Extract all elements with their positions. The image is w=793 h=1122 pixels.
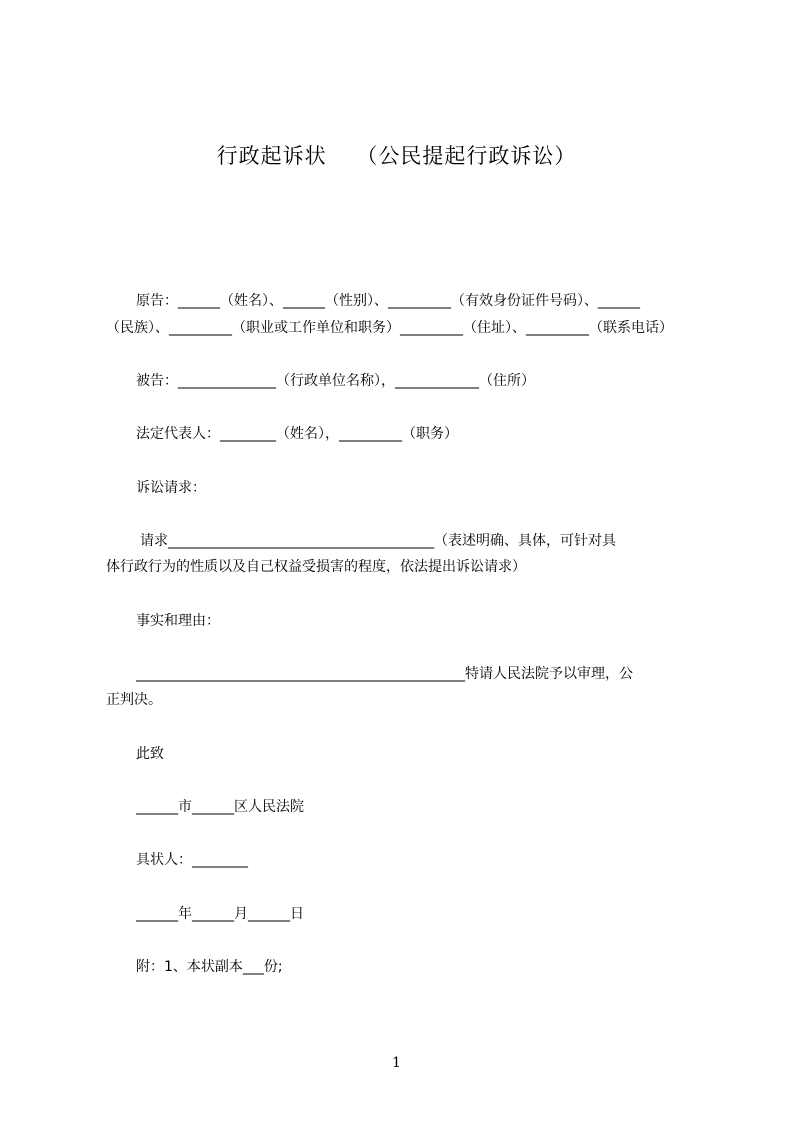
claims-line-1: 请求______________________________________（表述明确、具体，可针对具 — [140, 533, 616, 549]
plaintiff-line-2: （民族）、_________（职业或工作单位和职务）_________（住址）、_________（联系电话） — [106, 320, 673, 336]
facts-line-1: _______________________________________________特请人民法院予以审理，公 — [136, 666, 633, 682]
attachment-line: 附：1、本状副本___份; — [136, 959, 283, 975]
page-number: 1 — [392, 1055, 401, 1071]
legal-representative-line: 法定代表人：________（姓名），_________（职务） — [136, 426, 458, 442]
document-title: 行政起诉状 （公民提起行政诉讼） — [216, 144, 577, 168]
claims-line-2: 体行政行为的性质以及自己权益受损害的程度，依法提出诉讼请求） — [106, 559, 526, 575]
plaintiff-line-1: 原告：______（姓名）、______（性别）、_________（有效身份证件号码）、______ — [136, 293, 640, 309]
facts-line-2: 正判决。 — [106, 692, 162, 708]
defendant-line: 被告：______________（行政单位名称），____________（住所） — [136, 373, 535, 389]
salutation: 此致 — [136, 746, 164, 762]
court-line: ______市______区人民法院 — [136, 799, 304, 815]
claims-heading: 诉讼请求： — [136, 480, 206, 496]
date-line: ______年______月______日 — [136, 906, 304, 922]
facts-heading: 事实和理由： — [136, 613, 220, 629]
signer-line: 具状人：________ — [136, 852, 248, 868]
